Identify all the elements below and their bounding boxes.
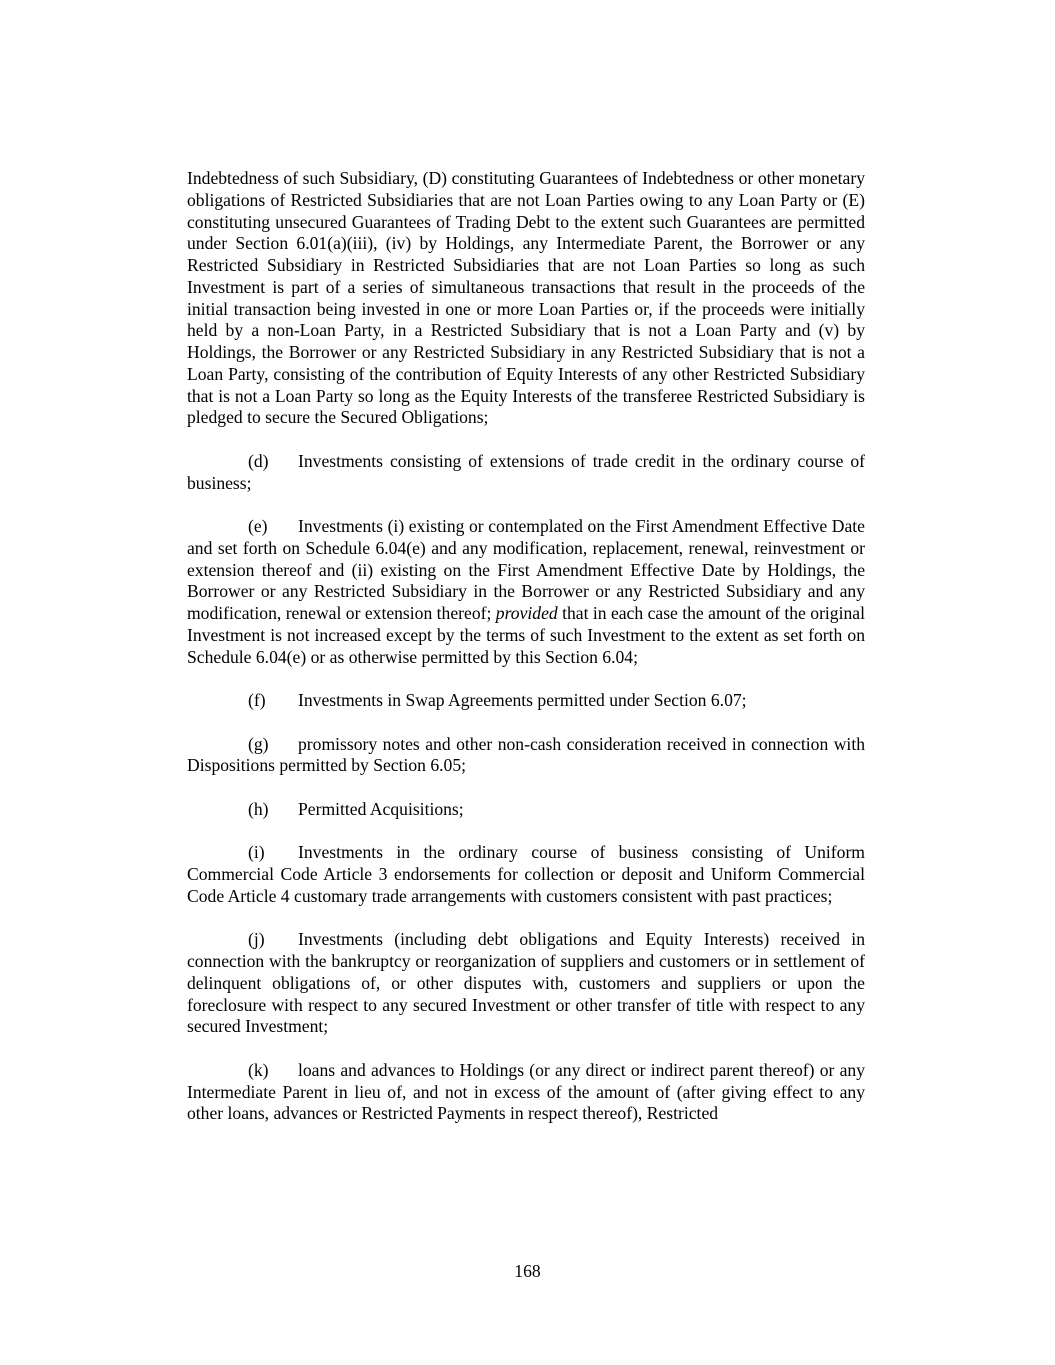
paragraph-text: Investments in the ordinary course of business consisting of Uniform Commercial Code Article 3 endorsements for collection or deposit and Uniform Commercial Code Article 4 customary trade arrangements with customers consistent with past practices; [187, 842, 865, 906]
paragraph-text: Permitted Acquisitions; [298, 798, 464, 819]
paragraph-label: (j) [248, 929, 265, 950]
paragraph-j [187, 929, 865, 1038]
paragraph-text: Investments consisting of extensions of trade credit in the ordinary course of business; [187, 450, 865, 493]
paragraph-g [187, 734, 865, 778]
paragraph-label: (e) [248, 516, 268, 536]
paragraph-h [187, 799, 865, 821]
paragraph-label: (i) [248, 842, 265, 863]
paragraph-d [187, 451, 865, 495]
paragraph-i [187, 842, 865, 907]
paragraph-text: Investments (i) existing or contemplated on the First Amendment Effective Date and set forth on Schedule 6.04(e) and any modification, replacement, renewal, reinvestment or extension thereof and (ii) existing on the First Amendment Effective Date by Holdings, the Borrower or any Restricted Subsidiary in the Borrower or any Restricted Subsidiary and any modification, renewal or extension thereof; [187, 516, 865, 623]
paragraph-text: loans and advances to Holdings (or any direct or indirect parent thereof) or any Intermediate Parent in lieu of, and not in excess of the amount of (after giving effect to any other loans, advances or Restricted Payments in respect thereof), Restricted [187, 1059, 865, 1124]
paragraph-label: (g) [248, 733, 269, 754]
paragraph-text: Investments in Swap Agreements permitted under Section 6.07; [298, 690, 747, 710]
paragraph-continuation: Indebtedness of such Subsidiary, (D) constituting Guarantees of Indebtedness or other monetary obligations of Restricted Subsidiaries that are not Loan Parties owing to any Loan Party or (E) constituting unsecured Guarantees of Trading Debt to the extent such Guarantees are permitted under Section 6.01(a)(iii), (iv) by Holdings, any Intermediate Parent, the Borrower or any Restricted Subsidiary in Restricted Subsidiaries that are not Loan Parties so long as such Investment is part of a series of simultaneous transactions that result in the proceeds of the initial transaction being invested in one or more Loan Parties or, if the proceeds were initially held by a non-Loan Party, in a Restricted Subsidiary that is not a Loan Party and (v) by Holdings, the Borrower or any Restricted Subsidiary in any Restricted Subsidiary that is not a Loan Party, consisting of the contribution of Equity Interests of any other Restricted Subsidiary that is not a Loan Party so long as the Equity Interests of the transferee Restricted Subsidiary is pledged to secure the Secured Obligations; [187, 168, 865, 428]
paragraph-italic-term: provided [495, 603, 558, 623]
paragraph-text-continued: that in each case the amount of the original Investment is not increased except by the terms of such Investment to the extent as set forth on Schedule 6.04(e) or as otherwise permitted by this Section 6.04; [187, 603, 865, 667]
paragraph-f [187, 690, 865, 712]
paragraph-k [187, 1060, 865, 1125]
paragraph-label: (f) [248, 690, 266, 710]
paragraph-e [187, 516, 865, 668]
paragraph-label: (h) [248, 798, 269, 819]
document-body [187, 168, 865, 1147]
paragraph-text: Investments (including debt obligations and Equity Interests) received in connection with the bankruptcy or reorganization of suppliers and customers or in settlement of delinquent obligations of, or other disputes with, customers and suppliers or upon the foreclosure with respect to any secured Investment or other transfer of title with respect to any secured Investment; [187, 929, 865, 1037]
paragraph-label: (d) [248, 450, 269, 471]
paragraph-text: promissory notes and other non-cash consideration received in connection with Dispositions permitted by Section 6.05; [187, 733, 865, 776]
page-number: 168 [514, 1261, 541, 1281]
paragraph-label: (k) [248, 1059, 269, 1080]
